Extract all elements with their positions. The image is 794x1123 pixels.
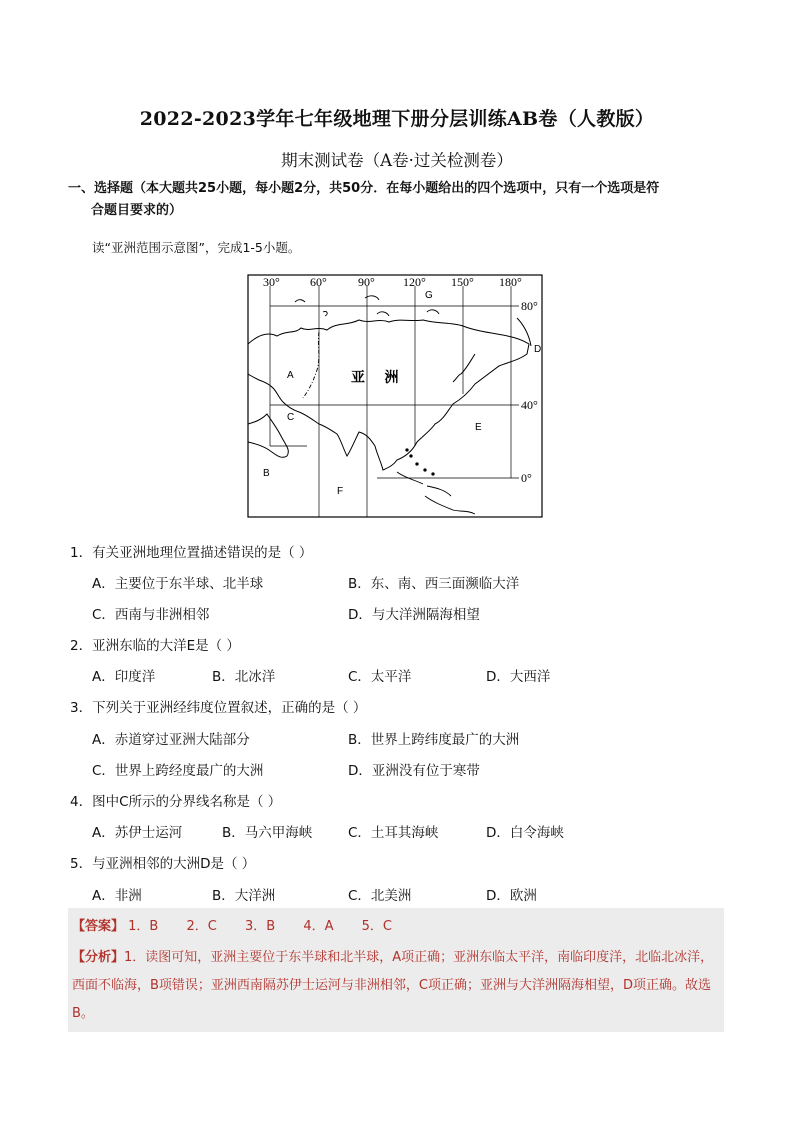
- q1-option-a: A．主要位于东半球、北半球: [92, 576, 264, 592]
- question-2: 2．亚洲东临的大洋E是（ ）: [70, 638, 240, 654]
- marker-b: B: [263, 468, 270, 479]
- q5-option-d: D．欧洲: [486, 888, 537, 904]
- paper-subtitle: 期末测试卷（A卷·过关检测卷）: [281, 151, 513, 170]
- answer-value: 4．A: [303, 919, 334, 934]
- answer-tag: 【答案】: [72, 919, 125, 934]
- asia-range-map: [247, 274, 543, 518]
- answer-value: 2．C: [186, 919, 217, 934]
- q2-option-a: A．印度洋: [92, 669, 156, 685]
- map-intro: 读“亚洲范围示意图”，完成1-5小题。: [92, 240, 301, 255]
- paper-title: 2022-2023学年七年级地理下册分层训练AB卷（人教版）: [139, 108, 655, 130]
- q1-option-c: C．西南与非洲相邻: [92, 607, 210, 623]
- lat-label: 40°: [521, 398, 538, 412]
- lon-label: 120°: [403, 275, 426, 289]
- analysis-body: 1．读图可知，亚洲主要位于东半球和北半球，A项正确；亚洲东临太平洋，南临印度洋，北临北冰洋，西面不临海，B项错误；亚洲西南隔苏伊士运河与非洲相邻，C项正确；亚洲与大洋洲隔海相望，D项正确。故选B。: [72, 950, 714, 1021]
- lon-label: 90°: [358, 275, 375, 289]
- question-1: 1．有关亚洲地理位置描述错误的是（ ）: [70, 545, 313, 561]
- q4-option-d: D．白令海峡: [486, 825, 564, 841]
- lon-label: 60°: [310, 275, 327, 289]
- q3-option-c: C．世界上跨经度最广的大洲: [92, 763, 264, 779]
- q1-option-d: D．与大洋洲隔海相望: [348, 607, 480, 623]
- answer-value: 5．C: [361, 919, 393, 934]
- section-heading-line2: 合题目要求的）: [91, 203, 183, 218]
- marker-e: E: [475, 422, 482, 433]
- lon-label: 150°: [451, 275, 474, 289]
- q5-option-a: A．非洲: [92, 888, 142, 904]
- answer-line: [72, 915, 416, 934]
- region-name: 亚 洲: [351, 370, 399, 386]
- q2-option-d: D．大西洋: [486, 669, 551, 685]
- q1-option-b: B．东、南、西三面濒临大洋: [348, 576, 520, 592]
- analysis-text: [72, 944, 722, 1028]
- q4-option-a: A．苏伊士运河: [92, 825, 183, 841]
- answer-value: 1．B: [128, 919, 159, 934]
- map-frame: [248, 275, 542, 517]
- q3-option-d: D．亚洲没有位于寒带: [348, 763, 480, 779]
- marker-f: F: [337, 486, 344, 497]
- q3-option-b: B．世界上跨纬度最广的大洲: [348, 732, 520, 748]
- section-heading-line1: 一、选择题（本大题共25小题，每小题2分，共50分．在每小题给出的四个选项中，只有一个选项是符: [68, 181, 660, 196]
- marker-a: A: [287, 370, 294, 381]
- q2-option-b: B．北冰洋: [212, 669, 276, 685]
- q4-option-c: C．土耳其海峡: [348, 825, 439, 841]
- answer-values: [128, 919, 416, 934]
- marker-d: D: [534, 344, 542, 355]
- marker-g: G: [425, 290, 433, 301]
- analysis-tag: 【分析】: [72, 950, 125, 965]
- question-3: 3．下列关于亚洲经纬度位置叙述，正确的是（ ）: [70, 700, 367, 716]
- lon-label: 180°: [499, 275, 522, 289]
- lat-label: 0°: [521, 471, 532, 485]
- q3-option-a: A．赤道穿过亚洲大陆部分: [92, 732, 250, 748]
- question-5: 5．与亚洲相邻的大洲D是（ ）: [70, 856, 256, 872]
- question-4: 4．图中C所示的分界线名称是（ ）: [70, 794, 282, 810]
- q5-option-c: C．北美洲: [348, 888, 412, 904]
- section-heading: [68, 178, 728, 222]
- answer-value: 3．B: [245, 919, 276, 934]
- lat-label: 80°: [521, 299, 538, 313]
- lon-label: 30°: [263, 275, 280, 289]
- q2-option-c: C．太平洋: [348, 669, 412, 685]
- marker-c: C: [287, 412, 295, 423]
- q5-option-b: B．大洋洲: [212, 888, 276, 904]
- q4-option-b: B．马六甲海峡: [222, 825, 313, 841]
